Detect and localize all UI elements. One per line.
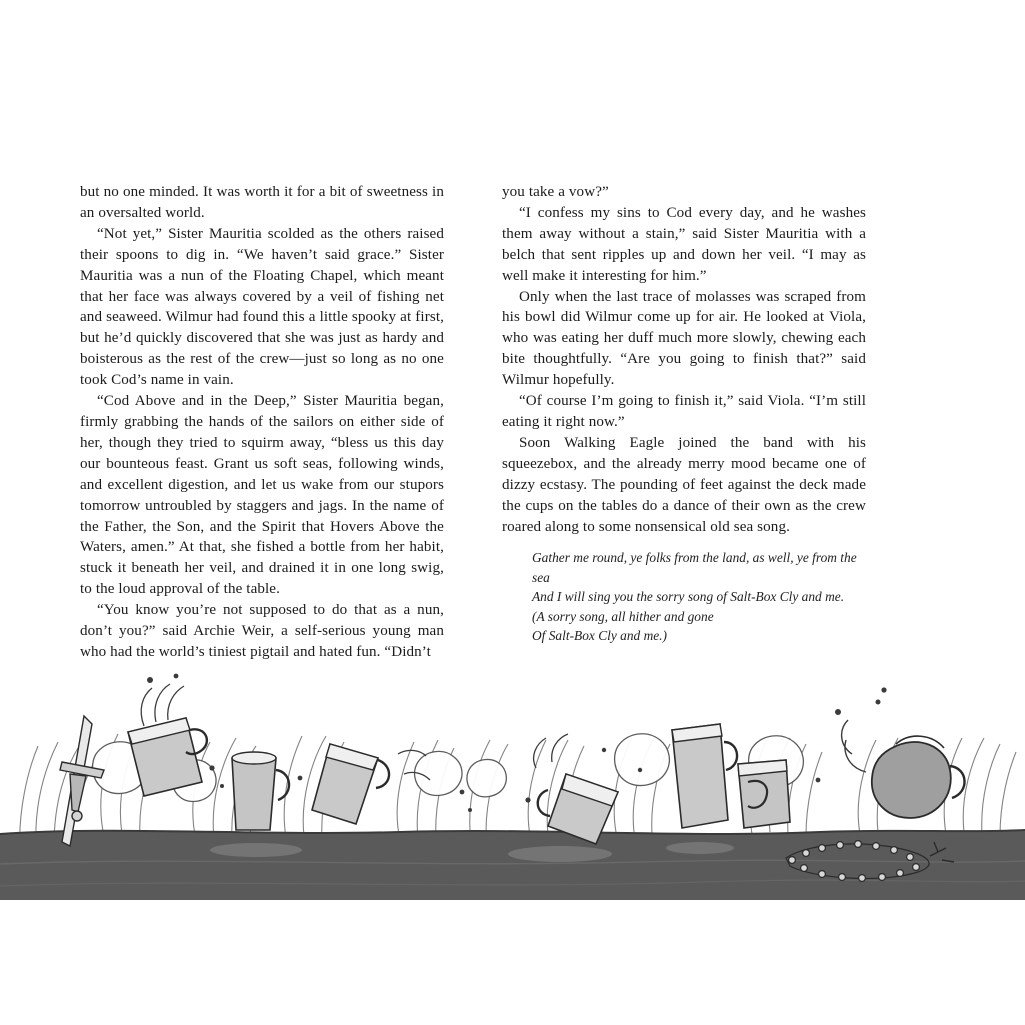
paragraph: “Of course I’m going to finish it,” said Viola. “I’m still eating it right now.” — [502, 393, 866, 430]
standing-mug — [232, 752, 289, 830]
paragraph: you take a vow?” — [502, 184, 609, 200]
paragraph: but no one minded. It was worth it for a bit of sweetness in an oversalted world. — [80, 184, 444, 221]
song-verse — [532, 548, 866, 645]
paragraph: “I confess my sins to Cod every day, and he washes them away without a stain,” said Sister Mauritia with a belch that sent ripples up and down her veil. “I may as well make it interesting for him.” — [502, 204, 866, 284]
table-top — [0, 830, 1025, 900]
left-text-column — [80, 182, 444, 663]
illustration-svg — [0, 650, 1025, 900]
tipped-mug — [312, 744, 430, 824]
song-line: Of Salt-Box Cly and me.) — [532, 628, 667, 644]
song-line: And I will sing you the sorry song of Salt-Box Cly and me. — [532, 589, 845, 605]
text-columns — [80, 182, 945, 663]
song-line: Gather me round, ye folks from the land, as well, ye from the sea — [532, 550, 857, 585]
paragraph: “Not yet,” Sister Mauritia scolded as the others raised their spoons to dig in. “We haven’t said grace.” Sister Mauritia was a nun of the Floating Chapel, which meant that her face was always covered by a veil of fishing net and seaweed. Wilmur had found this a little spooky at first, but he’d quickly discovered that she was just as hardy and boisterous as the rest of the crew—just so long as no one took Cod’s name in vain. — [80, 225, 444, 389]
tavern-table-illustration — [0, 650, 1025, 900]
song-line: (A sorry song, all hither and gone — [532, 608, 714, 624]
paragraph: “You know you’re not supposed to do that as a nun, don’t you?” said Archie Weir, a self-serious young man who had the world’s tiniest pigtail and hated fun. “Didn’t — [80, 602, 444, 660]
paragraph: Soon Walking Eagle joined the band with his squeezebox, and the already merry mood became one of dizzy ecstasy. The pounding of feet against the deck made the cups on the tables do a dance of their own as the crew roared along to some nonsensical old sea song. — [502, 434, 866, 535]
handled-mug — [738, 760, 790, 828]
right-text-column — [502, 182, 866, 663]
spilling-tankard — [128, 674, 207, 796]
paragraph: “Cod Above and in the Deep,” Sister Mauritia began, firmly grabbing the hands of the sailors on either side of her, though they tried to squirm away, “bless us this day our bounteous feast. Grant us soft seas, following winds, and excellent digestion, and let us wake from our stupors tomorrow untroubled by staggers and jags. In the name of the Father, the Son, and the Spirit that Hovers Above the Waters, amen.” At that, she fished a bottle from her habit, stuck it beneath her veil, and drained it in one long swig, to the loud approval of the table. — [80, 393, 444, 598]
paragraph: Only when the last trace of molasses was scraped from his bowl did Wilmur come up for air. He looked at Viola, who was eating her duff much more slowly, chewing each bite thoughtfully. “Are you going to finish that?” said Wilmur hopefully. — [502, 288, 866, 389]
tall-tankard — [672, 724, 737, 828]
pouring-jug — [835, 700, 965, 819]
